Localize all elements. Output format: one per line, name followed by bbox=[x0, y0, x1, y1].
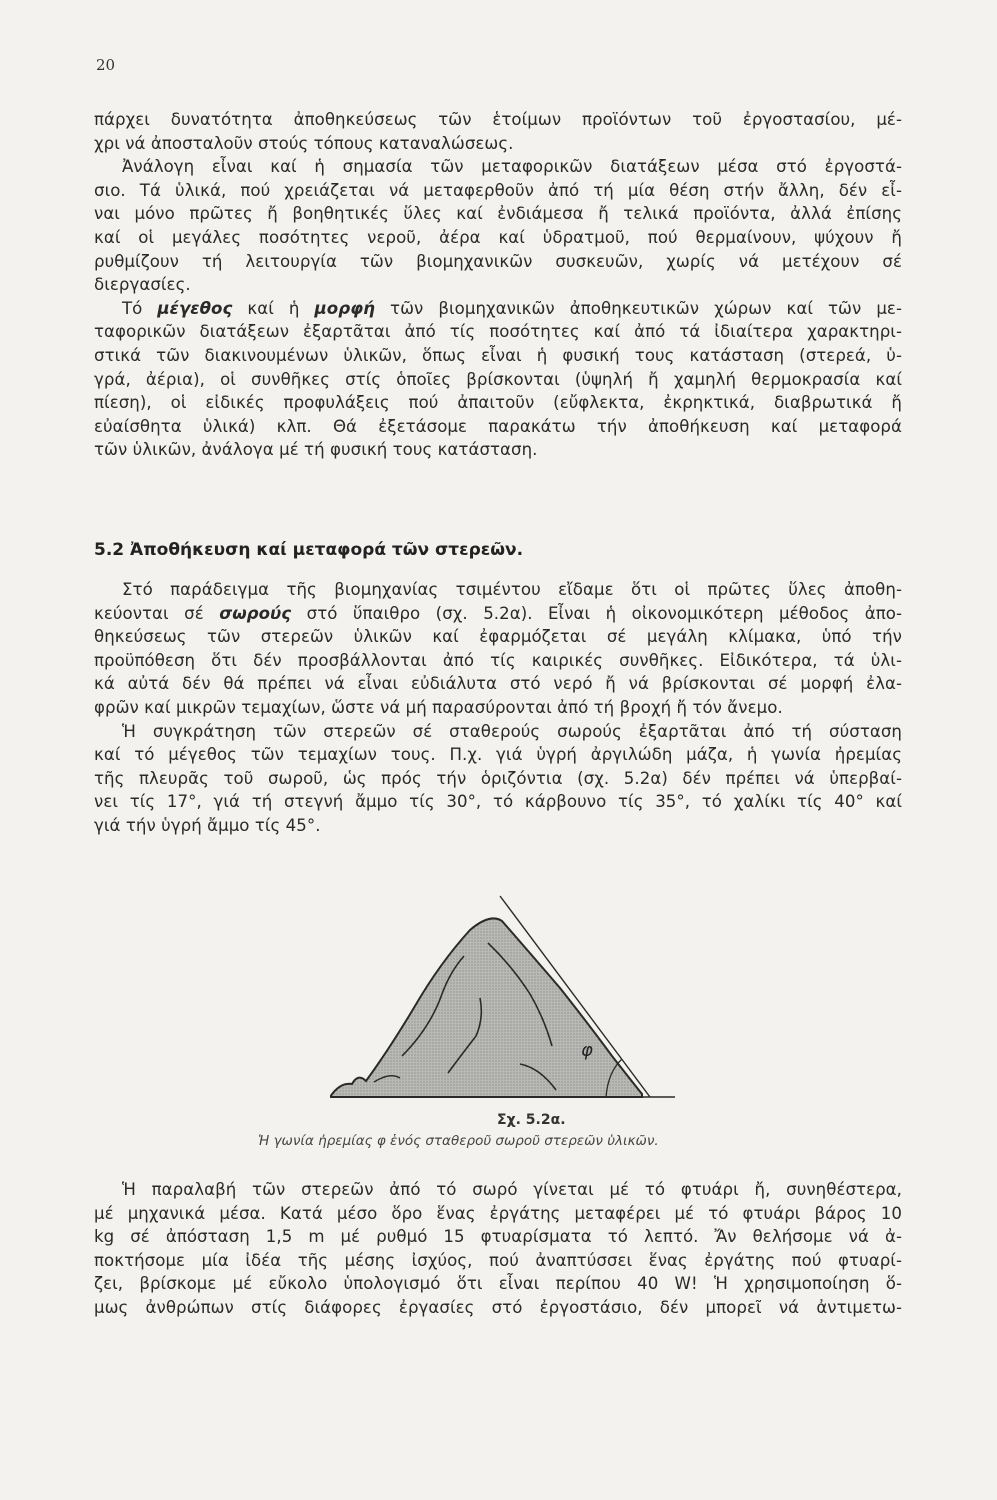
text-line: νει τίς 17°, γιά τή στεγνή ἄμμο τίς 30°, τό κάρβουνο τίς 35°, τό χαλίκι τίς 40° καί bbox=[94, 792, 902, 812]
text-line: μως ἀνθρώπων στίς διάφορες ἐργασίες στό ἐργοστάσιο, δέν μπορεῖ νά ἀντιμετω- bbox=[94, 1297, 902, 1317]
text-line bbox=[94, 602, 902, 626]
text-line: καί οἱ μεγάλες ποσότητες νεροῦ, ἀέρα καί ὑδρατμοῦ, πού θερμαίνουν, ψύχουν ἤ bbox=[94, 227, 902, 247]
text-line: Ἀνάλογη εἶναι καί ἡ σημασία τῶν μεταφορικῶν διατάξεων μέσα στό ἐργοστά- bbox=[122, 157, 902, 177]
body-text-middle bbox=[94, 578, 902, 838]
text-line: τῆς πλευρᾶς τοῦ σωροῦ, ὡς πρός τήν ὁριζόντια (σχ. 5.2α) δέν πρέπει νά ὑπερβαί- bbox=[94, 768, 902, 788]
figure-title: Σχ. 5.2α. bbox=[497, 1112, 566, 1128]
text-span: κεύονται σέ bbox=[94, 603, 220, 623]
heap-body bbox=[330, 918, 642, 1097]
text-line: χρι νά ἀποσταλοῦν στούς τόπους καταναλώσεως. bbox=[94, 133, 514, 153]
text-span: στό ὕπαιθρο (σχ. 5.2α). Εἶναι ἡ οἰκονομικότερη μέθοδος ἀπο- bbox=[291, 603, 902, 623]
text-line bbox=[94, 297, 902, 321]
text-line: ζει, βρίσκομε μέ εὔκολο ὑπολογισμό ὅτι εἶναι περίπου 40 W! Ἡ χρησιμοποίηση ὅ- bbox=[94, 1274, 902, 1294]
text-line: εὐαίσθητα ὑλικά) κλπ. Θά ἐξετάσομε παρακάτω τήν ἀποθήκευση καί μεταφορά bbox=[94, 416, 902, 436]
term-heaps: σωρούς bbox=[219, 603, 292, 623]
text-line: ρυθμίζουν τή λειτουργία τῶν βιομηχανικῶν συσκευῶν, χωρίς νά μετέχουν σέ bbox=[94, 251, 902, 271]
heap-illustration bbox=[330, 868, 690, 1128]
text-line: καί τό μέγεθος τῶν τεμαχίων τους. Π.χ. γιά ὑγρή ἀργιλώδη μάζα, ἡ γωνία ἠρεμίας bbox=[94, 745, 902, 765]
page-number: 20 bbox=[96, 56, 116, 74]
angle-symbol: φ bbox=[581, 1040, 593, 1061]
text-line: διεργασίες. bbox=[94, 275, 191, 295]
text-line: ποκτήσομε μία ἰδέα τῆς μέσης ἰσχύος, πού ἀναπτύσσει ἕνας ἐργάτης πού φτυαρί- bbox=[94, 1250, 902, 1270]
text-span: Τό bbox=[122, 298, 158, 318]
text-line: τῶν ὑλικῶν, ἀνάλογα μέ τή φυσική τους κατάσταση. bbox=[94, 440, 538, 460]
text-line: φρῶν καί μικρῶν τεμαχίων, ὥστε νά μή παρασύρονται ἀπό τή βροχή ἤ τόν ἄνεμο. bbox=[94, 697, 783, 717]
text-line: θηκεύσεως τῶν στερεῶν ὑλικῶν καί ἐφαρμόζεται σέ μεγάλη κλίμακα, ὑπό τήν bbox=[94, 627, 902, 647]
body-text-bottom bbox=[94, 1178, 902, 1320]
text-line: πάρχει δυνατότητα ἀποθηκεύσεως τῶν ἑτοίμων προϊόντων τοῦ ἐργοστασίου, μέ- bbox=[94, 110, 902, 129]
text-span: καί ἡ bbox=[232, 298, 315, 318]
text-line: Ἡ παραλαβή τῶν στερεῶν ἀπό τό σωρό γίνεται μέ τό φτυάρι ἤ, συνηθέστερα, bbox=[122, 1180, 902, 1199]
text-line: στικά τῶν διακινουμένων ὑλικῶν, ὅπως εἶναι ἡ φυσική τους κατάσταση (στερεά, ὑ- bbox=[94, 345, 902, 365]
term-form: μορφή bbox=[314, 298, 376, 318]
text-line: ταφορικῶν διατάξεων ἐξαρτᾶται ἀπό τίς ποσότητες καί ἀπό τά ἰδιαίτερα χαρακτηρι- bbox=[94, 322, 902, 342]
figure-heap bbox=[330, 868, 690, 1128]
text-line: προϋπόθεση ὅτι δέν προσβάλλονται ἀπό τίς καιρικές συνθῆκες. Εἰδικότερα, τά ὑλι- bbox=[94, 650, 902, 670]
text-line: πίεση), οἱ εἰδικές προφυλάξεις πού ἀπαιτοῦν (εὔφλεκτα, ἐκρηκτικά, διαβρωτικά ἤ bbox=[94, 393, 902, 413]
text-line: Ἡ συγκράτηση τῶν στερεῶν σέ σταθερούς σωρούς ἐξαρτᾶται ἀπό τή σύσταση bbox=[122, 721, 902, 741]
text-line: σιο. Τά ὑλικά, πού χρειάζεται νά μεταφερθοῦν ἀπό τή μία θέση στήν ἄλλη, δέν εἶ- bbox=[94, 180, 902, 200]
text-line: γιά τήν ὑγρή ἄμμο τίς 45°. bbox=[94, 815, 321, 835]
figure-caption: Ἡ γωνία ἠρεμίας φ ἑνός σταθεροῦ σωροῦ στερεῶν ὑλικῶν. bbox=[258, 1133, 659, 1149]
text-line: γρά, ἀέρια), οἱ συνθῆκες στίς ὁποῖες βρίσκονται (ὑψηλή ἤ χαμηλή θερμοκρασία καί bbox=[94, 369, 902, 389]
text-line: μέ μηχανικά μέσα. Κατά μέσο ὅρο ἕνας ἐργάτης μεταφέρει μέ τό φτυάρι βάρος 10 bbox=[94, 1203, 902, 1223]
text-span: τῶν βιομηχανικῶν ἀποθηκευτικῶν χώρων καί τῶν με- bbox=[375, 298, 902, 318]
section-heading: 5.2 Ἀποθήκευση καί μεταφορά τῶν στερεῶν. bbox=[94, 540, 524, 560]
text-line: κά αὐτά δέν θά πρέπει νά εἶναι εὐδιάλυτα στό νερό ἤ νά βρίσκονται σέ μορφή ἐλα- bbox=[94, 674, 902, 694]
term-size: μέγεθος bbox=[157, 298, 233, 318]
text-line: ναι μόνο πρῶτες ἤ βοηθητικές ὕλες καί ἐνδιάμεσα ἤ τελικά προϊόντα, ἀλλά ἐπίσης bbox=[94, 204, 902, 224]
text-line: Στό παράδειγμα τῆς βιομηχανίας τσιμέντου εἴδαμε ὅτι οἱ πρῶτες ὕλες ἀποθη- bbox=[122, 580, 902, 599]
text-line: kg σέ ἀπόσταση 1,5 m μέ ρυθμό 15 φτυαρίσματα τό λεπτό. Ἄν θελήσομε νά ἀ- bbox=[94, 1227, 902, 1247]
body-text-top bbox=[94, 108, 902, 462]
